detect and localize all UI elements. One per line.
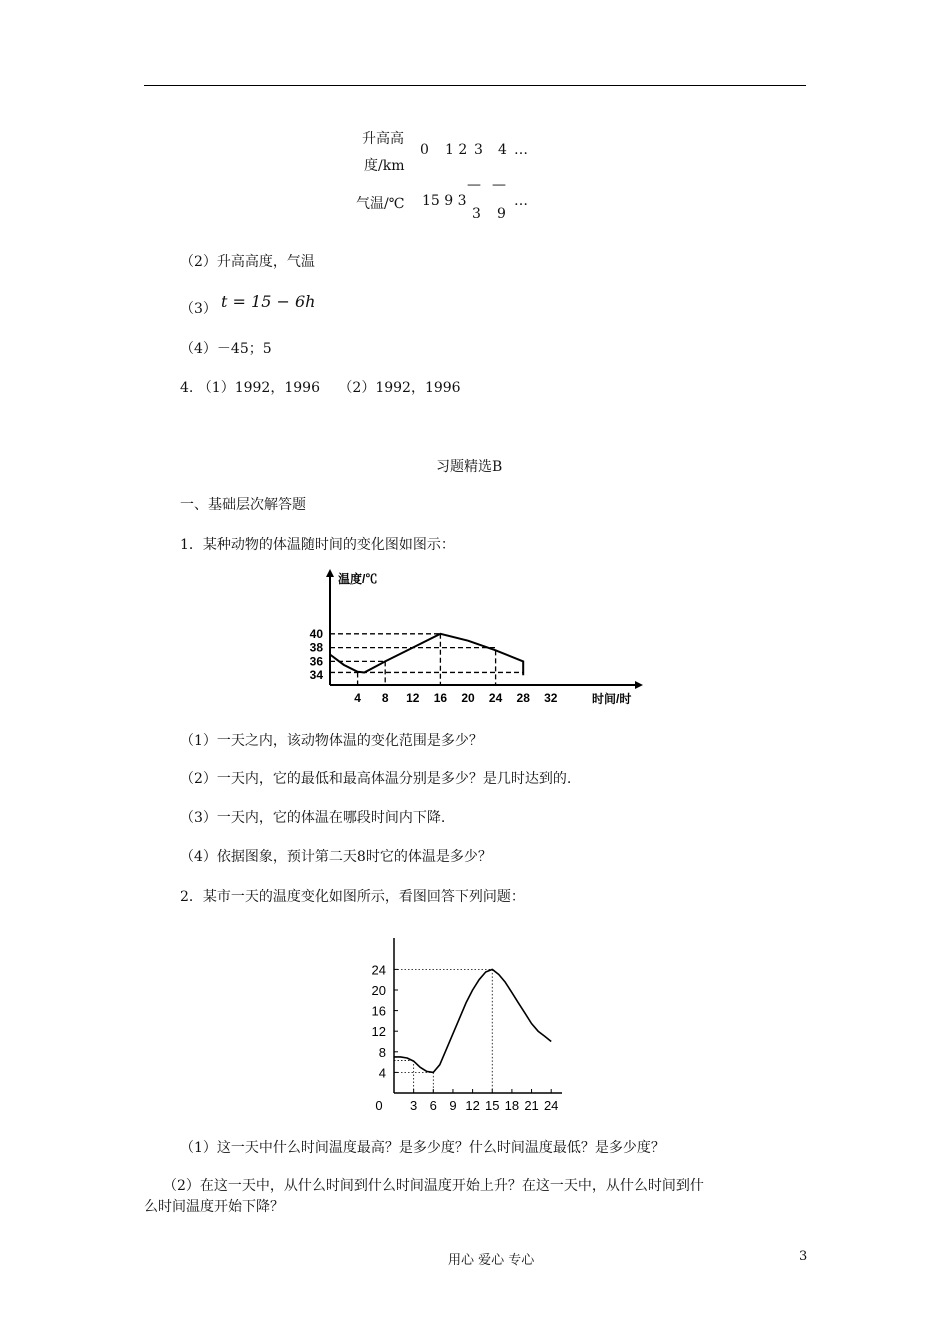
table-row1-label-line2: 度/km — [364, 158, 405, 174]
table-row1-value: 1 2 — [445, 142, 468, 158]
x-tick-label: 8 — [381, 691, 389, 705]
city-temperature-chart — [362, 930, 572, 1120]
problem2-question-2-line2: 么时间温度开始下降？ — [144, 1199, 284, 1215]
answer-3-prefix: （3） — [180, 301, 217, 317]
problem1-question: （2）一天内，它的最低和最高体温分别是多少？是几时达到的. — [180, 771, 572, 787]
table-row1-label-line1: 升高高 — [362, 131, 404, 147]
problem1-question: （4）依据图象，预计第二天8时它的体温是多少？ — [180, 849, 492, 865]
x-tick-label: 18 — [504, 1098, 520, 1113]
y-tick-label: 20 — [371, 983, 386, 998]
y-tick-label: 24 — [371, 962, 386, 978]
y-tick-label: 8 — [378, 1044, 386, 1060]
x-tick-label: 15 — [485, 1098, 500, 1113]
answer-2: （2）升高高度，气温 — [180, 254, 315, 270]
x-tick-label: 28 — [516, 691, 530, 705]
table-row1-value: 3 — [474, 142, 483, 158]
problem1-question: （1）一天之内，该动物体温的变化范围是多少？ — [180, 733, 483, 749]
table-row2-value: … — [514, 193, 528, 209]
y-tick-label: 4 — [378, 1065, 386, 1081]
y-tick-label: 16 — [371, 1003, 386, 1019]
problem2-question-1: （1）这一天中什么时间温度最高？是多少度？什么时间温度最低？是多少度？ — [180, 1140, 665, 1156]
x-tick-label: 9 — [449, 1098, 457, 1113]
x-tick-label: 4 — [354, 691, 361, 705]
y-tick-label: 12 — [371, 1024, 386, 1040]
x-tick-label: 16 — [433, 691, 448, 705]
x-axis-arrow — [635, 681, 643, 689]
table-row1-value: 4 — [498, 142, 507, 158]
table-row2-label: 气温/℃ — [356, 196, 405, 212]
header-rule — [144, 85, 806, 86]
body-temperature-chart — [300, 565, 650, 710]
problem1-question: （3）一天内，它的体温在哪段时间内下降. — [180, 810, 446, 826]
x-tick-label: 12 — [465, 1098, 480, 1113]
table-row2-dash: — — [492, 177, 506, 193]
x-tick-label: 6 — [429, 1098, 437, 1113]
data-series — [394, 969, 551, 1072]
table-row2-bottom: 9 — [497, 206, 506, 222]
table-row2-value: 15 9 3 — [422, 193, 467, 209]
y-tick-label: 40 — [309, 626, 323, 641]
x-tick-label: 3 — [410, 1098, 418, 1113]
y-tick-label: 34 — [309, 668, 323, 683]
y-tick-label: 38 — [309, 640, 323, 655]
x-tick-label: 12 — [406, 691, 420, 705]
table-row1-value: 0 — [420, 142, 429, 158]
answer-4: （4）－45；5 — [180, 341, 272, 357]
problem1-stem: 1．某种动物的体温随时间的变化图如图示： — [180, 537, 455, 553]
table-row2-dash: — — [467, 177, 481, 193]
table-row2-bottom: 3 — [472, 206, 481, 222]
chart1-xlabel: 时间/时 — [592, 692, 632, 706]
x-tick-label: 24 — [488, 691, 503, 705]
section-title: 习题精选B — [436, 459, 503, 475]
x-tick-label: 0 — [375, 1098, 383, 1113]
chart1-ylabel: 温度/℃ — [338, 572, 378, 586]
problem2-question-2-line1: （2）在这一天中，从什么时间到什么时间温度开始上升？在这一天中，从什么时间到什 — [163, 1178, 704, 1194]
y-tick-label: 36 — [309, 654, 323, 669]
footer-motto: 用心 爱心 专心 — [448, 1253, 535, 1268]
answer-3-formula: t = 15 − 6h — [221, 292, 316, 311]
data-series — [330, 634, 523, 675]
y-axis-arrow — [326, 569, 334, 577]
x-tick-label: 24 — [543, 1098, 559, 1113]
problem2-stem: 2．某市一天的温度变化如图所示，看图回答下列问题： — [180, 889, 525, 905]
x-tick-label: 32 — [544, 691, 558, 705]
part-title: 一、基础层次解答题 — [180, 497, 306, 513]
question-4-answer: 4. （1）1992，1996 （2）1992，1996 — [180, 380, 461, 396]
page-number: 3 — [799, 1249, 808, 1264]
table-row1-value: … — [514, 142, 528, 158]
x-tick-label: 20 — [461, 691, 475, 705]
x-tick-label: 21 — [524, 1098, 539, 1113]
